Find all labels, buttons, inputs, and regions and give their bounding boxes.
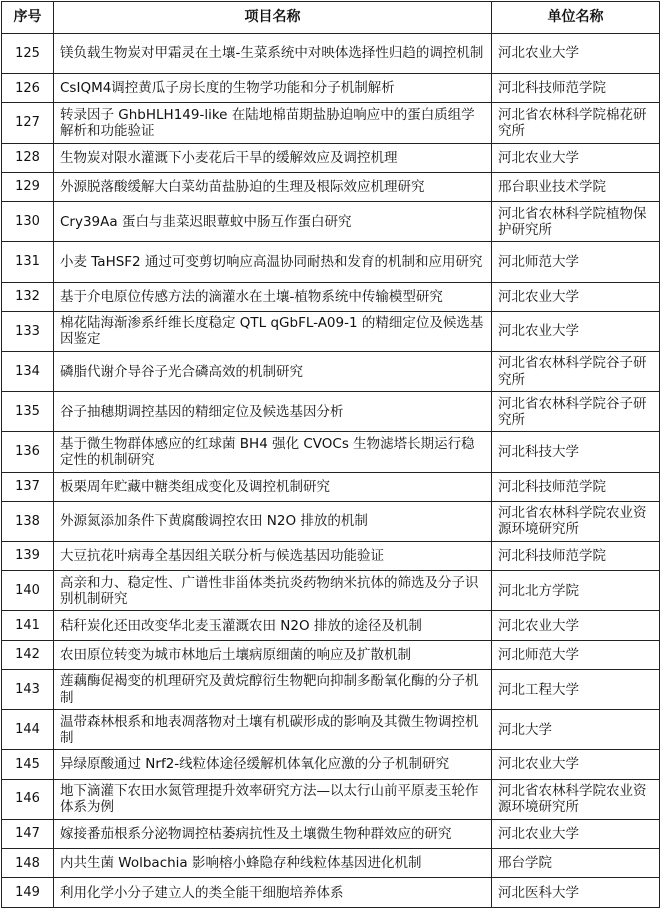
table-row bbox=[2, 541, 660, 570]
table-row bbox=[2, 172, 660, 201]
row-number-cell: 147 bbox=[2, 819, 54, 848]
table-row bbox=[2, 392, 660, 432]
unit-name-cell: 河北工程大学 bbox=[492, 670, 660, 710]
row-number-cell: 149 bbox=[2, 878, 54, 908]
row-number-cell: 134 bbox=[2, 352, 54, 392]
unit-name-cell: 河北农业大学 bbox=[492, 611, 660, 640]
project-name-cell: 内共生菌 Wolbachia 影响榕小蜂隐存种线粒体基因进化机制 bbox=[54, 849, 492, 878]
table-row bbox=[2, 202, 660, 242]
project-name-cell: 利用化学小分子建立人的类全能干细胞培养体系 bbox=[54, 878, 492, 908]
row-number-cell: 126 bbox=[2, 74, 54, 103]
row-number-cell: 127 bbox=[2, 103, 54, 143]
table-row bbox=[2, 640, 660, 669]
table-row bbox=[2, 849, 660, 878]
project-name-cell: 地下滴灌下农田水氮管理提升效率研究方法—以太行山前平原麦玉轮作体系为例 bbox=[54, 779, 492, 819]
row-number-cell: 135 bbox=[2, 392, 54, 432]
project-name-cell: 基于微生物群体感应的红球菌 BH4 强化 CVOCs 生物滤塔长期运行稳定性的机制研究 bbox=[54, 432, 492, 472]
project-name-cell: CsIQM4调控黄瓜子房长度的生物学功能和分子机制解析 bbox=[54, 74, 492, 103]
project-name-cell: 大豆抗花叶病毒全基因组关联分析与候选基因功能验证 bbox=[54, 541, 492, 570]
row-number-cell: 136 bbox=[2, 432, 54, 472]
table-row bbox=[2, 242, 660, 282]
unit-name-cell: 河北师范大学 bbox=[492, 640, 660, 669]
project-table bbox=[1, 1, 660, 908]
row-number-cell: 129 bbox=[2, 172, 54, 201]
table-row bbox=[2, 143, 660, 172]
row-number-cell: 145 bbox=[2, 750, 54, 779]
row-number-cell: 142 bbox=[2, 640, 54, 669]
project-name-cell: 基于介电原位传感方法的滴灌水在土壤-植物系统中传输模型研究 bbox=[54, 282, 492, 311]
table-row bbox=[2, 878, 660, 908]
table-row bbox=[2, 74, 660, 103]
project-name-cell: 外源脱落酸缓解大白菜幼苗盐胁迫的生理及根际效应机理研究 bbox=[54, 172, 492, 201]
project-name-cell: 异绿原酸通过 Nrf2-线粒体途径缓解机体氧化应激的分子机制研究 bbox=[54, 750, 492, 779]
table-row bbox=[2, 819, 660, 848]
unit-name-cell: 河北省农林科学院棉花研究所 bbox=[492, 103, 660, 143]
row-number-cell: 137 bbox=[2, 472, 54, 501]
unit-name-cell: 河北医科大学 bbox=[492, 878, 660, 908]
project-name-cell: 莲藕酶促褐变的机理研究及黄烷醇衍生物靶向抑制多酚氧化酶的分子机制 bbox=[54, 670, 492, 710]
table-row bbox=[2, 472, 660, 501]
unit-name-cell: 河北农业大学 bbox=[492, 750, 660, 779]
table-row bbox=[2, 34, 660, 74]
unit-name-cell: 河北省农林科学院植物保护研究所 bbox=[492, 202, 660, 242]
project-name-cell: Cry39Aa 蛋白与韭菜迟眼蕈蚊中肠互作蛋白研究 bbox=[54, 202, 492, 242]
table-row bbox=[2, 611, 660, 640]
project-name-cell: 外源氮添加条件下黄腐酸调控农田 N2O 排放的机制 bbox=[54, 501, 492, 541]
row-number-cell: 138 bbox=[2, 501, 54, 541]
unit-name-cell: 河北农业大学 bbox=[492, 819, 660, 848]
row-number-cell: 143 bbox=[2, 670, 54, 710]
row-number-cell: 133 bbox=[2, 311, 54, 351]
unit-name-cell: 河北师范大学 bbox=[492, 242, 660, 282]
header-project-name: 项目名称 bbox=[54, 2, 492, 34]
project-name-cell: 生物炭对限水灌溉下小麦花后干旱的缓解效应及调控机理 bbox=[54, 143, 492, 172]
row-number-cell: 148 bbox=[2, 849, 54, 878]
header-no: 序号 bbox=[2, 2, 54, 34]
row-number-cell: 130 bbox=[2, 202, 54, 242]
row-number-cell: 140 bbox=[2, 571, 54, 611]
unit-name-cell: 河北农业大学 bbox=[492, 282, 660, 311]
table-row bbox=[2, 311, 660, 351]
unit-name-cell: 河北省农林科学院谷子研究所 bbox=[492, 392, 660, 432]
project-name-cell: 高亲和力、稳定性、广谱性非甾体类抗炎药物纳米抗体的筛选及分子识别机制研究 bbox=[54, 571, 492, 611]
unit-name-cell: 河北省农林科学院谷子研究所 bbox=[492, 352, 660, 392]
unit-name-cell: 河北北方学院 bbox=[492, 571, 660, 611]
table-row bbox=[2, 432, 660, 472]
row-number-cell: 139 bbox=[2, 541, 54, 570]
project-name-cell: 嫁接番茄根系分泌物调控枯萎病抗性及土壤微生物种群效应的研究 bbox=[54, 819, 492, 848]
table-body bbox=[2, 34, 660, 908]
table-row bbox=[2, 710, 660, 750]
unit-name-cell: 邢台学院 bbox=[492, 849, 660, 878]
table-header bbox=[2, 2, 660, 34]
row-number-cell: 131 bbox=[2, 242, 54, 282]
table-row bbox=[2, 352, 660, 392]
unit-name-cell: 河北农业大学 bbox=[492, 311, 660, 351]
table-row bbox=[2, 750, 660, 779]
table-row bbox=[2, 501, 660, 541]
unit-name-cell: 河北科技大学 bbox=[492, 432, 660, 472]
unit-name-cell: 河北科技师范学院 bbox=[492, 541, 660, 570]
unit-name-cell: 河北农业大学 bbox=[492, 34, 660, 74]
table-row bbox=[2, 571, 660, 611]
unit-name-cell: 河北科技师范学院 bbox=[492, 74, 660, 103]
table-row bbox=[2, 670, 660, 710]
row-number-cell: 128 bbox=[2, 143, 54, 172]
table-row bbox=[2, 779, 660, 819]
project-name-cell: 秸秆炭化还田改变华北麦玉灌溉农田 N2O 排放的途径及机制 bbox=[54, 611, 492, 640]
header-unit-name: 单位名称 bbox=[492, 2, 660, 34]
row-number-cell: 132 bbox=[2, 282, 54, 311]
row-number-cell: 125 bbox=[2, 34, 54, 74]
project-name-cell: 小麦 TaHSF2 通过可变剪切响应高温协同耐热和发育的机制和应用研究 bbox=[54, 242, 492, 282]
project-name-cell: 谷子抽穗期调控基因的精细定位及候选基因分析 bbox=[54, 392, 492, 432]
row-number-cell: 141 bbox=[2, 611, 54, 640]
project-name-cell: 农田原位转变为城市林地后土壤病原细菌的响应及扩散机制 bbox=[54, 640, 492, 669]
unit-name-cell: 邢台职业技术学院 bbox=[492, 172, 660, 201]
project-name-cell: 磷脂代谢介导谷子光合磷高效的机制研究 bbox=[54, 352, 492, 392]
page bbox=[1, 1, 661, 910]
unit-name-cell: 河北大学 bbox=[492, 710, 660, 750]
unit-name-cell: 河北省农林科学院农业资源环境研究所 bbox=[492, 779, 660, 819]
unit-name-cell: 河北农业大学 bbox=[492, 143, 660, 172]
row-number-cell: 144 bbox=[2, 710, 54, 750]
project-name-cell: 转录因子 GhbHLH149-like 在陆地棉苗期盐胁迫响应中的蛋白质组学解析和功能验证 bbox=[54, 103, 492, 143]
project-name-cell: 棉花陆海渐渗系纤维长度稳定 QTL qGbFL-A09-1 的精细定位及候选基因鉴定 bbox=[54, 311, 492, 351]
project-name-cell: 板栗周年贮藏中糖类组成变化及调控机制研究 bbox=[54, 472, 492, 501]
unit-name-cell: 河北科技师范学院 bbox=[492, 472, 660, 501]
table-row bbox=[2, 282, 660, 311]
unit-name-cell: 河北省农林科学院农业资源环境研究所 bbox=[492, 501, 660, 541]
project-name-cell: 镁负载生物炭对甲霜灵在土壤-生菜系统中对映体选择性归趋的调控机制 bbox=[54, 34, 492, 74]
table-row bbox=[2, 103, 660, 143]
row-number-cell: 146 bbox=[2, 779, 54, 819]
project-name-cell: 温带森林根系和地表凋落物对土壤有机碳形成的影响及其微生物调控机制 bbox=[54, 710, 492, 750]
header-row bbox=[2, 2, 660, 34]
